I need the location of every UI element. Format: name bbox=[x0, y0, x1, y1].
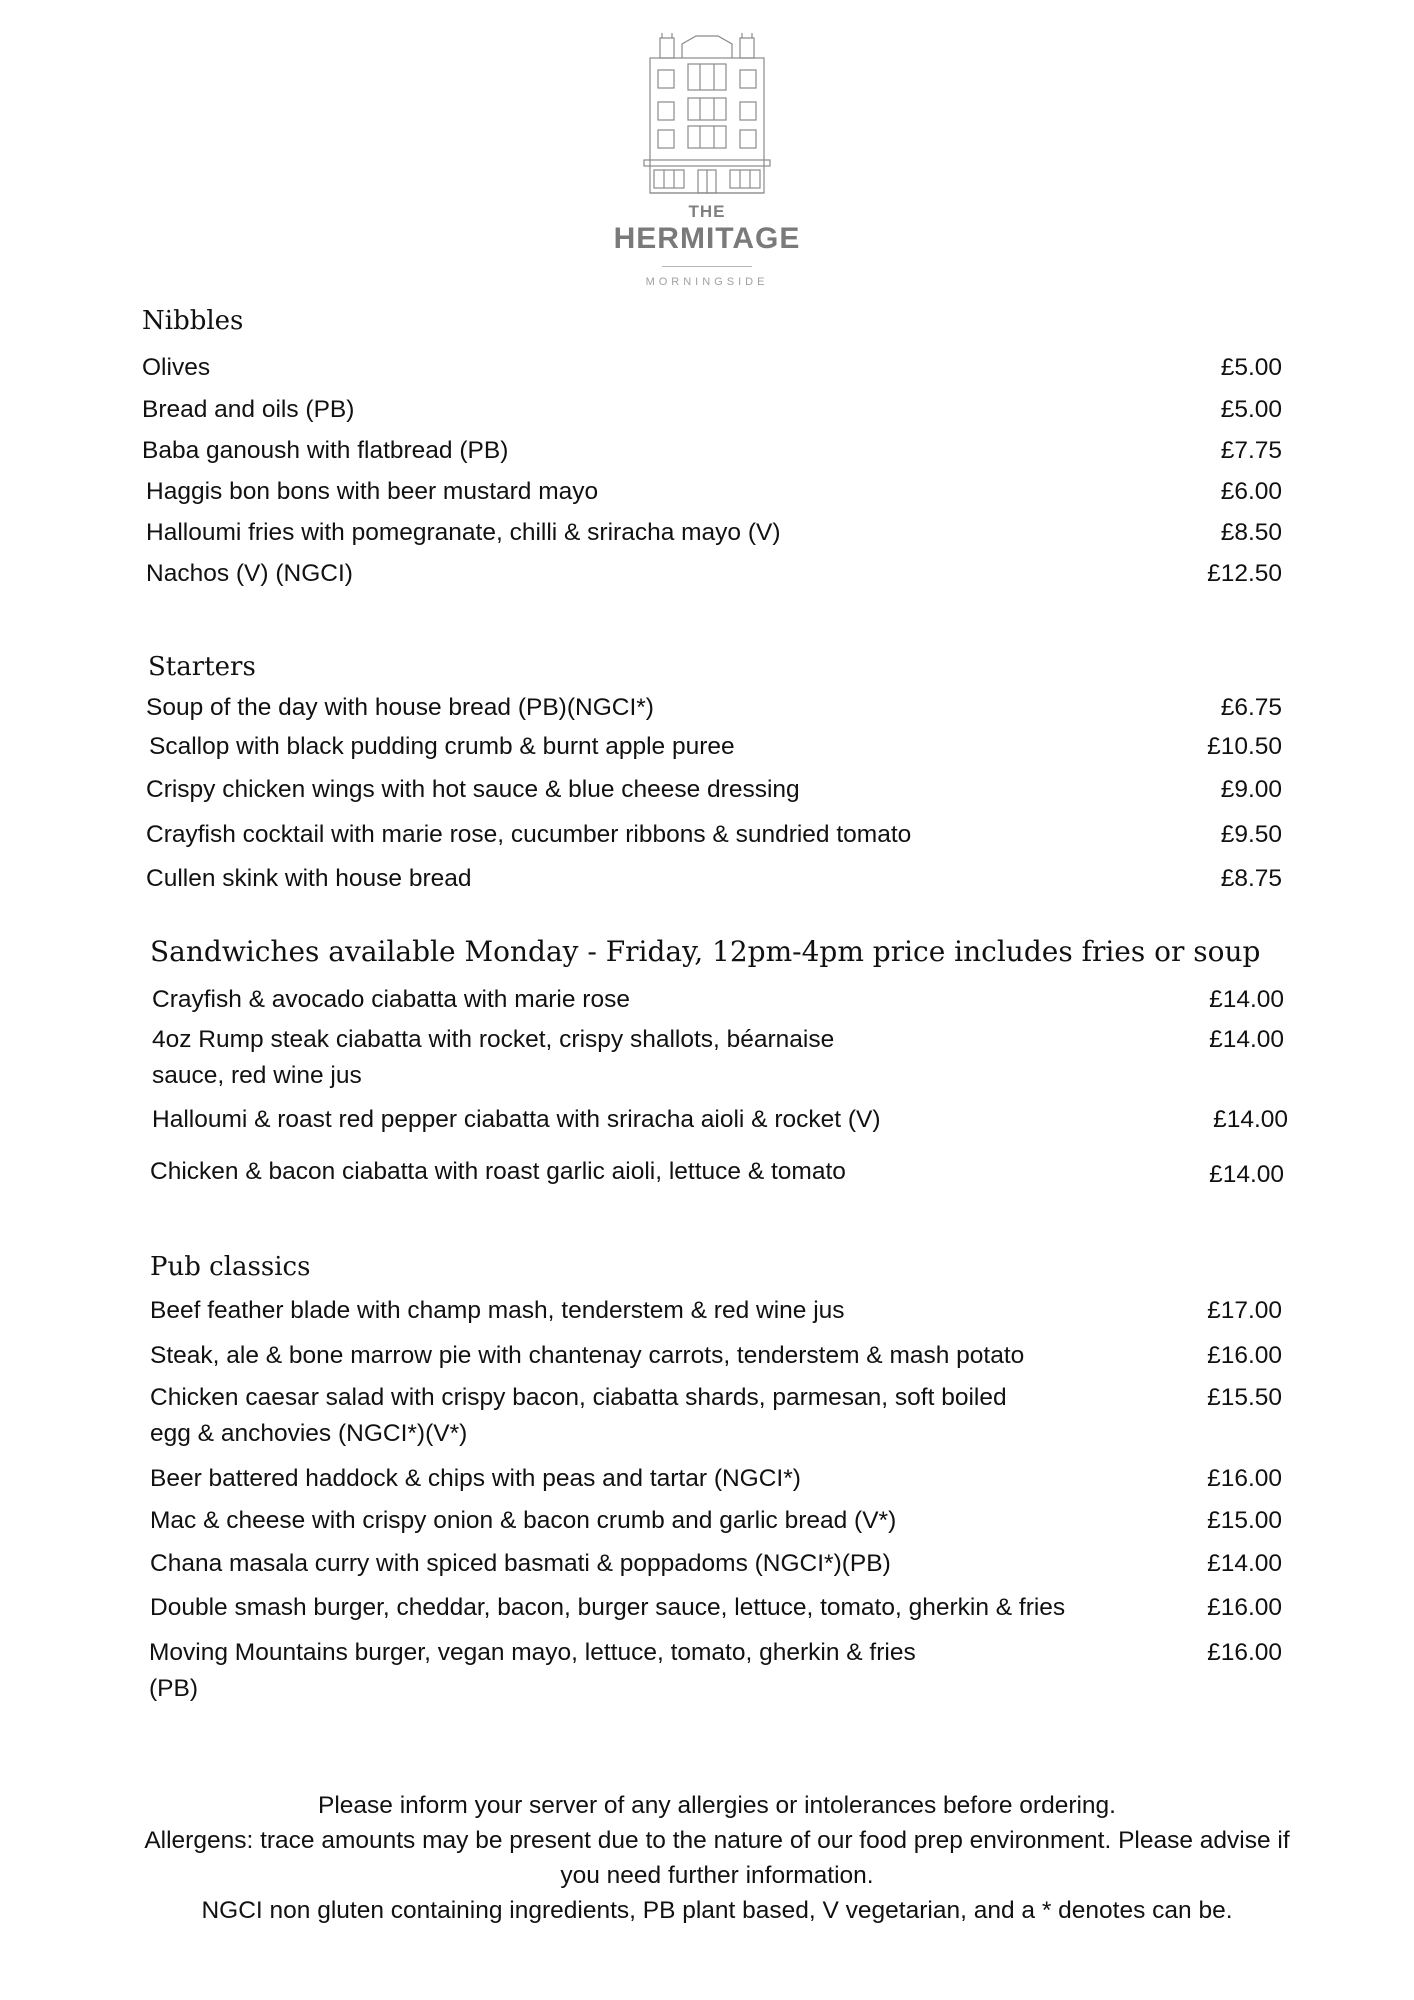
menu-item-name: Haggis bon bons with beer mustard mayo bbox=[146, 478, 599, 505]
menu-item-price: £16.00 bbox=[1207, 1639, 1282, 1666]
menu-item-name: Beer battered haddock & chips with peas and tartar (NGCI*) bbox=[150, 1465, 801, 1492]
menu-item-name: Cullen skink with house bread bbox=[146, 865, 472, 892]
logo-name-text: HERMITAGE bbox=[613, 222, 801, 255]
building-illustration-icon bbox=[640, 30, 774, 200]
menu-item-name: Crispy chicken wings with hot sauce & blue cheese dressing bbox=[146, 776, 800, 803]
menu-item-price: £9.00 bbox=[1220, 776, 1282, 803]
menu-item-price: £8.50 bbox=[1220, 519, 1282, 546]
menu-item-name-line2: (PB) bbox=[149, 1675, 198, 1702]
menu-item-price: £6.00 bbox=[1220, 478, 1282, 505]
allergen-legend: NGCI non gluten containing ingredients, PB plant based, V vegetarian, and a * denotes can be. bbox=[201, 1897, 1233, 1924]
allergen-notice-line: you need further information. bbox=[560, 1862, 874, 1889]
menu-item-price: £8.75 bbox=[1220, 865, 1282, 892]
logo-divider bbox=[662, 266, 752, 267]
menu-item-price: £5.00 bbox=[1220, 354, 1282, 381]
menu-item-name: Beef feather blade with champ mash, tenderstem & red wine jus bbox=[150, 1297, 845, 1324]
section-title-starters: Starters bbox=[148, 652, 256, 682]
logo-place-text: MORNINGSIDE bbox=[645, 276, 769, 288]
menu-item-name: Chicken caesar salad with crispy bacon, ciabatta shards, parmesan, soft boiled bbox=[150, 1384, 1007, 1411]
menu-item-name: Crayfish & avocado ciabatta with marie rose bbox=[152, 986, 630, 1013]
hermitage-logo bbox=[600, 30, 814, 300]
menu-item-name: Crayfish cocktail with marie rose, cucumber ribbons & sundried tomato bbox=[146, 821, 912, 848]
section-title-pub-classics: Pub classics bbox=[150, 1252, 311, 1282]
menu-item-name: Steak, ale & bone marrow pie with chantenay carrots, tenderstem & mash potato bbox=[150, 1342, 1025, 1369]
menu-item-name: Olives bbox=[142, 354, 211, 381]
menu-item-name: Halloumi fries with pomegranate, chilli & sriracha mayo (V) bbox=[146, 519, 781, 546]
menu-item-price: £15.00 bbox=[1207, 1507, 1282, 1534]
allergen-notice-line: Allergens: trace amounts may be present due to the nature of our food prep environment. Please advise if bbox=[144, 1827, 1290, 1854]
menu-item-price: £5.00 bbox=[1220, 396, 1282, 423]
menu-item-name: Chana masala curry with spiced basmati & poppadoms (NGCI*)(PB) bbox=[150, 1550, 891, 1577]
menu-item-price: £14.00 bbox=[1207, 1550, 1282, 1577]
menu-item-price: £16.00 bbox=[1207, 1342, 1282, 1369]
menu-item-name: Bread and oils (PB) bbox=[142, 396, 355, 423]
menu-item-name: Double smash burger, cheddar, bacon, burger sauce, lettuce, tomato, gherkin & fries bbox=[150, 1594, 1066, 1621]
menu-item-name: Baba ganoush with flatbread (PB) bbox=[142, 437, 509, 464]
menu-item-name-line2: sauce, red wine jus bbox=[152, 1062, 362, 1089]
menu-item-name: Mac & cheese with crispy onion & bacon crumb and garlic bread (V*) bbox=[150, 1507, 897, 1534]
menu-item-price: £6.75 bbox=[1220, 694, 1282, 721]
menu-item-price: £16.00 bbox=[1207, 1465, 1282, 1492]
menu-item-name: Nachos (V) (NGCI) bbox=[146, 560, 353, 587]
menu-item-price: £12.50 bbox=[1207, 560, 1282, 587]
menu-item-price: £14.00 bbox=[1209, 1026, 1284, 1053]
allergen-notice-line: Please inform your server of any allergies or intolerances before ordering. bbox=[317, 1792, 1116, 1819]
menu-item-price: £10.50 bbox=[1207, 733, 1282, 760]
menu-item-price: £9.50 bbox=[1220, 821, 1282, 848]
menu-item-price: £7.75 bbox=[1220, 437, 1282, 464]
menu-item-price: £14.00 bbox=[1209, 1161, 1284, 1188]
menu-item-price: £14.00 bbox=[1213, 1106, 1288, 1133]
section-title-nibbles: Nibbles bbox=[142, 306, 244, 336]
section-title-sandwiches: Sandwiches available Monday - Friday, 12pm-4pm price includes fries or soup bbox=[150, 935, 1261, 968]
menu-item-price: £17.00 bbox=[1207, 1297, 1282, 1324]
menu-item-name: Moving Mountains burger, vegan mayo, lettuce, tomato, gherkin & fries bbox=[149, 1639, 916, 1666]
menu-item-name-line2: egg & anchovies (NGCI*)(V*) bbox=[150, 1420, 468, 1447]
menu-item-price: £14.00 bbox=[1209, 986, 1284, 1013]
menu-item-name: Chicken & bacon ciabatta with roast garlic aioli, lettuce & tomato bbox=[150, 1158, 846, 1185]
logo-the-text: THE bbox=[688, 202, 726, 221]
menu-item-name: Scallop with black pudding crumb & burnt apple puree bbox=[149, 733, 735, 760]
allergen-notice bbox=[90, 1788, 1344, 1928]
menu-item-name: Halloumi & roast red pepper ciabatta with sriracha aioli & rocket (V) bbox=[152, 1106, 881, 1133]
menu-item-name: Soup of the day with house bread (PB)(NGCI*) bbox=[146, 694, 654, 721]
menu-item-price: £16.00 bbox=[1207, 1594, 1282, 1621]
menu-item-price: £15.50 bbox=[1207, 1384, 1282, 1411]
menu-item-name: 4oz Rump steak ciabatta with rocket, crispy shallots, béarnaise bbox=[152, 1026, 835, 1053]
